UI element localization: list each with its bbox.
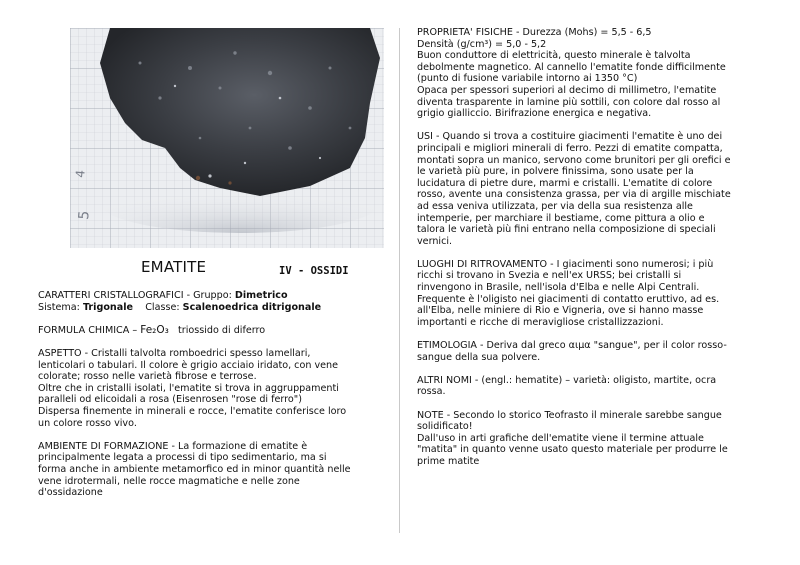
- note-section: [417, 410, 772, 468]
- usi-line: lucidatura di pietre dure, marmi e cristalli. L'ematite di colore: [417, 177, 713, 189]
- usi-section: [417, 131, 772, 247]
- note-line: solidificato!: [417, 421, 473, 433]
- usi-line: USI - Quando si trova a costituire giacimenti l'ematite è uno dei: [417, 131, 723, 143]
- system-label: Sistema:: [38, 301, 83, 313]
- svg-text:5: 5: [76, 210, 93, 221]
- aspetto-line: Oltre che in cristalli isolati, l'ematite si trova in aggruppamenti: [38, 382, 339, 394]
- luoghi-line: all'Elba, nelle miniere di Rio e Vigneria, ove si hanno masse: [417, 305, 704, 317]
- mineral-photo: [70, 28, 384, 248]
- note-line: "matita" in quanto venne usato questo materiale per produrre le: [417, 444, 728, 456]
- proprieta-line: diventa trasparente in lamine più sottili, con colore dal rosso al: [417, 96, 721, 108]
- luoghi-line: importanti e ricche di meravigliose cristallizzazioni.: [417, 316, 664, 328]
- column-divider: [399, 28, 400, 533]
- proprieta-line: Densità (g/cm³) = 5,0 - 5,2: [417, 38, 547, 50]
- usi-line: rosso, avente una consistenza grassa, per via di argille mischiate: [417, 189, 731, 201]
- usi-line: principali e migliori minerali di ferro. Pezzi di ematite compatta,: [417, 142, 723, 154]
- formula-label: FORMULA CHIMICA –: [38, 324, 141, 336]
- ambiente-line: principalmente legata a processi di tipo sedimentario, ma si: [38, 452, 327, 464]
- etimologia-section: [417, 340, 772, 363]
- note-line: Dall'uso in arti grafiche dell'ematite viene il termine attuale: [417, 432, 704, 444]
- ambiente-line: AMBIENTE DI FORMAZIONE - La formazione di ematite è: [38, 440, 308, 452]
- luoghi-line: LUOGHI DI RITROVAMENTO - I giacimenti sono numerosi; i più: [417, 258, 714, 270]
- usi-line: vernici.: [417, 235, 453, 247]
- formula-section: [38, 325, 383, 337]
- usi-line: le varietà più pure, in polvere finissima, sono usate per la: [417, 166, 694, 178]
- proprieta-line: (punto di fusione variabile intorno ai 1350 °C): [417, 73, 638, 85]
- altri-nomi-section: [417, 375, 772, 398]
- formula-name: triossido di diferro: [178, 324, 266, 336]
- aspetto-section: [38, 348, 383, 429]
- crystallography-section: [38, 290, 383, 313]
- mineral-class: IV - OSSIDI: [279, 265, 349, 277]
- luoghi-line: rinvengono in Brasile, nell'isola d'Elba e nelle Alpi Centrali.: [417, 282, 700, 294]
- aspetto-line: ASPETTO - Cristalli talvolta romboedrici spesso lamellari,: [38, 347, 311, 359]
- proprieta-line: PROPRIETA' FISICHE - Durezza (Mohs) = 5,5 - 6,5: [417, 27, 652, 38]
- title-row: [38, 258, 383, 290]
- note-line: prime matite: [417, 455, 480, 467]
- ambiente-line: d'ossidazione: [38, 487, 103, 499]
- right-column: [417, 27, 772, 479]
- hematite-specimen-image: [70, 28, 384, 248]
- crystal-class: Scalenoedrica ditrigonale: [182, 301, 322, 313]
- class-label: Classe:: [145, 301, 183, 313]
- proprieta-section: [417, 27, 772, 120]
- altri-nomi-line: ALTRI NOMI - (engl.: hematite) – varietà: oligisto, martite, ocra: [417, 374, 717, 386]
- etimologia-line: sangue della sua polvere.: [417, 351, 541, 363]
- svg-text:4: 4: [73, 169, 88, 179]
- luoghi-line: Frequente è l'oligisto nei giacimenti di contatto eruttivo, ad es.: [417, 293, 720, 305]
- altri-nomi-line: rossa.: [417, 386, 446, 398]
- aspetto-line: Dispersa finemente in minerali e rocce, l'ematite conferisce loro: [38, 405, 347, 417]
- crystallography-label: CARATTERI CRISTALLOGRAFICI - Gruppo:: [38, 290, 235, 301]
- formula-value: Fe₂O₃: [140, 323, 169, 336]
- ambiente-line: forma anche in ambiente metamorfico ed in minor quantità nelle: [38, 463, 351, 475]
- aspetto-line: colorate; rosso nelle varietà fibrose e terrose.: [38, 371, 257, 383]
- proprieta-line: Buon conduttore di elettricità, questo minerale è talvolta: [417, 50, 691, 62]
- luoghi-section: [417, 259, 772, 329]
- ambiente-line: vene idrotermali, nelle rocce magmatiche e nelle zone: [38, 475, 300, 487]
- mineral-name: EMATITE: [141, 258, 207, 276]
- proprieta-line: Opaca per spessori superiori al decimo di millimetro, l'ematite: [417, 84, 717, 96]
- luoghi-line: ricchi si trovano in Svezia e nell'ex URSS; bei cristalli si: [417, 270, 682, 282]
- crystal-system: Trigonale: [82, 301, 134, 313]
- usi-line: ad essa veniva utilizzata, per via della sua resistenza alle: [417, 200, 693, 212]
- aspetto-line: paralleli od elicoidali a rosa (Eisenrosen "rose di ferro"): [38, 394, 302, 406]
- note-line: NOTE - Secondo lo storico Teofrasto il minerale sarebbe sangue: [417, 409, 722, 421]
- left-column: [38, 258, 383, 510]
- aspetto-line: lenticolari o tabulari. Il colore è grigio acciaio iridato, con vene: [38, 359, 339, 371]
- ambiente-section: [38, 441, 383, 499]
- usi-line: montati sopra un manico, servono come brunitori per gli orefici e: [417, 154, 731, 166]
- proprieta-line: grigio gialliccio. Birifrazione energica e negativa.: [417, 108, 652, 120]
- usi-line: talora le varietà più fini entrano nella composizione di speciali: [417, 224, 716, 236]
- etimologia-line: ETIMOLOGIA - Deriva dal greco αιμα "sangue", per il color rosso-: [417, 340, 727, 352]
- usi-line: intemperie, per marchiare il bestiame, come pittura a olio e: [417, 212, 705, 224]
- proprieta-line: debolmente magnetico. Al cannello l'ematite fonde difficilmente: [417, 61, 726, 73]
- aspetto-line: un colore rosso vivo.: [38, 417, 137, 429]
- crystal-group: Dimetrico: [234, 290, 288, 301]
